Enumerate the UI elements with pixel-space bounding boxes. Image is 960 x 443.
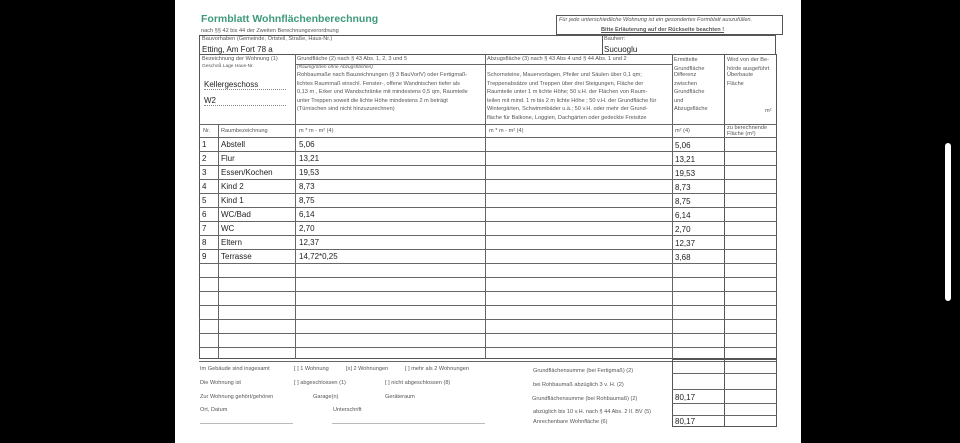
wohnung-label: Bezeichnung der Wohnung (1) xyxy=(202,56,278,62)
grundflaeche-subheading: (Raumgrößen ohne Abzugsflächen) xyxy=(297,65,373,70)
bauherr-label: Bauherr: xyxy=(604,36,626,42)
row-raum: WC xyxy=(221,224,235,233)
abzug-10-label: abzüglich bis 10 v.H. nach § 44 Abs. 2 II. BV (5) xyxy=(533,409,652,415)
row-grundflaeche: 2,70 xyxy=(299,224,315,233)
row-nr: 2 xyxy=(202,154,207,163)
bauherr-value: Sucuoglu xyxy=(604,45,638,54)
sum-rohbau-value: 80,17 xyxy=(675,393,696,402)
row-ermittelt: 13,21 xyxy=(675,155,696,164)
unterschrift-label: Unterschrift xyxy=(333,407,362,413)
row-grundflaeche: 13,21 xyxy=(299,154,320,163)
ermittelt-text: Differenz zwischen Grundfläche und Abzugsfläche xyxy=(674,72,708,113)
row-grundflaeche: 8,73 xyxy=(299,182,315,191)
option-mehr-wohnungen[interactable]: [ ] mehr als 2 Wohnungen xyxy=(405,366,469,372)
behoerde-text: Überbaute Fläche xyxy=(727,72,754,87)
col-grundflaeche: m * m - m² (4) xyxy=(299,128,334,134)
row-ermittelt: 8,75 xyxy=(675,197,691,206)
row-raum: Flur xyxy=(221,154,235,163)
row-grundflaeche: 5,06 xyxy=(299,140,315,149)
col-abzug: m * m - m² (4) xyxy=(489,128,524,134)
col-raum: Raumbezeichnung xyxy=(221,128,268,134)
row-grundflaeche: 12,37 xyxy=(299,238,320,247)
col-berechnend: zu berechnende Fläche (m²) xyxy=(727,125,768,137)
row-raum: Essen/Kochen xyxy=(221,168,273,177)
option-2-wohnungen[interactable]: [x] 2 Wohnungen xyxy=(346,366,389,372)
anrechenbar-value: 80,17 xyxy=(675,417,696,426)
col-nr: Nr. xyxy=(203,128,211,134)
row-nr: 1 xyxy=(202,140,207,149)
rohbau-abzug-label: bei Rohbaumaß abzüglich 3 v. H. (2) xyxy=(533,382,624,388)
row-grundflaeche: 6,14 xyxy=(299,210,315,219)
sum-behoerde-column xyxy=(724,359,777,427)
unterschrift-line xyxy=(332,423,485,424)
form-page xyxy=(175,0,801,443)
ermittelt-heading: Ermittelte Grundfläche xyxy=(674,57,705,72)
notice-link: Bitte Erläuterung auf der Rückseite beachten ! xyxy=(601,27,725,33)
row-raum: WC/Bad xyxy=(221,210,251,219)
row-grundflaeche: 19,53 xyxy=(299,168,320,177)
row-raum: Terrasse xyxy=(221,252,252,261)
bauvorhaben-value: Etting, Am Fort 78 a xyxy=(202,45,273,54)
row-ermittelt: 12,37 xyxy=(675,239,696,248)
row-raum: Eltern xyxy=(221,238,242,247)
wohnung-sublabel: Geschoß Lage Haus-Nr. xyxy=(202,64,254,69)
row-ermittelt: 6,14 xyxy=(675,211,691,220)
row-nr: 5 xyxy=(202,196,207,205)
grundflaeche-text: Rohbaumaße nach Bauzeichnungen (§ 3 BauVorlV) oder Fertigmaß- lichtes Raummaß einschl. Fenster-, offene Wandnischen tiefer als 0,13 m , Erker und Wandschränke mit mindestens 0,5 qm, Raumteile unter Treppen soweit die lichte Höhe mindestens 2 m beträgt (Türnischen sind nicht hinzuzurechnen) xyxy=(297,72,468,113)
anrechenbar-label: Anrechenbare Wohnfläche (6) xyxy=(533,419,608,425)
abzug-heading: Abzugsfläche (3) nach § 43 Abs 4 und § 44 Abs. 1 und 2 xyxy=(487,56,627,62)
unit-label: m² xyxy=(765,108,772,114)
row-ermittelt: 8,73 xyxy=(675,183,691,192)
ort-datum-label: Ort, Datum xyxy=(200,407,228,413)
lage-value: W2 xyxy=(204,96,286,106)
bauvorhaben-label: Bauvorhaben (Gemeinde, Ortsteil, Straße, Haus-Nr.) xyxy=(202,36,333,42)
abzug-text: Schornsteine, Mauervorlagen, Pfeiler und Säulen über 0,1 qm; Treppenabsätze und Treppen über drei Steigungen, Fläche der Raumteile unter 1 m lichte Höhe; 50 v.H. der Flächen von Raum- teilen mit mind. 1 m bis 2 m lichte Höhe ; 50 v.H. der Grundfläche für Wintergärten, Schwimmbäder u.ä.; 50 v.H. oder mehr der Grund- fläche für Balkone, Loggien, Dachgärten oder gedeckte Freisitze xyxy=(487,72,657,121)
form-title: Formblatt Wohnflächenberechnung xyxy=(201,13,379,25)
row-nr: 7 xyxy=(202,224,207,233)
notice-text: Für jede unterschiedliche Wohnung ist ein gesondertes Formblatt auszufüllen. xyxy=(559,17,753,23)
row-nr: 4 xyxy=(202,182,207,191)
sum-fertig-label: Grundflächensumme (bei Fertigmaß) (2) xyxy=(533,368,634,374)
scrollbar[interactable] xyxy=(945,143,951,301)
row-grundflaeche: 14,72*0,25 xyxy=(299,252,338,261)
row-raum: Abstell xyxy=(221,140,246,149)
row-nr: 8 xyxy=(202,238,207,247)
row-grundflaeche: 8,75 xyxy=(299,196,315,205)
sum-rohbau-label: Grundflächensumme (bei Rohbaumaß) (2) xyxy=(532,396,638,402)
wohnung-ist-label: Die Wohnung ist xyxy=(200,380,241,386)
option-nicht-abgeschlossen[interactable]: [ ] nicht abgeschlossen (8) xyxy=(385,380,451,386)
row-ermittelt: 2,70 xyxy=(675,225,691,234)
option-1-wohnung[interactable]: [ ] 1 Wohnung xyxy=(294,366,329,372)
geschoss-value: Kellergeschoss xyxy=(204,80,286,90)
row-raum: Kind 1 xyxy=(221,196,244,205)
row-raum: Kind 2 xyxy=(221,182,244,191)
behoerde-heading: Wird von der Be- hörde ausgeführt xyxy=(727,57,770,72)
gehoert-label: Zur Wohnung gehört/gehören xyxy=(200,394,274,400)
row-ermittelt: 5,06 xyxy=(675,141,691,150)
form-subtitle: nach §§ 42 bis 44 der Zweiten Berechnungsverordnung xyxy=(201,28,339,34)
grundflaeche-heading: Grundfläche (2) nach § 43 Abs. 1, 2, 3 und 5 xyxy=(297,56,408,62)
col-ermittelt: m² (4) xyxy=(675,128,690,134)
ort-datum-line xyxy=(200,423,293,424)
gebaeude-label: Im Gebäude sind insgesamt xyxy=(200,366,270,372)
garage-label: Garage(n) xyxy=(313,394,339,400)
option-abgeschlossen[interactable]: [ ] abgeschlossen (1) xyxy=(294,380,346,386)
row-nr: 6 xyxy=(202,210,207,219)
row-ermittelt: 19,53 xyxy=(675,169,696,178)
geraeteraum-label: Geräteraum xyxy=(385,394,415,400)
row-nr: 3 xyxy=(202,168,207,177)
row-nr: 9 xyxy=(202,252,207,261)
row-ermittelt: 3,68 xyxy=(675,253,691,262)
